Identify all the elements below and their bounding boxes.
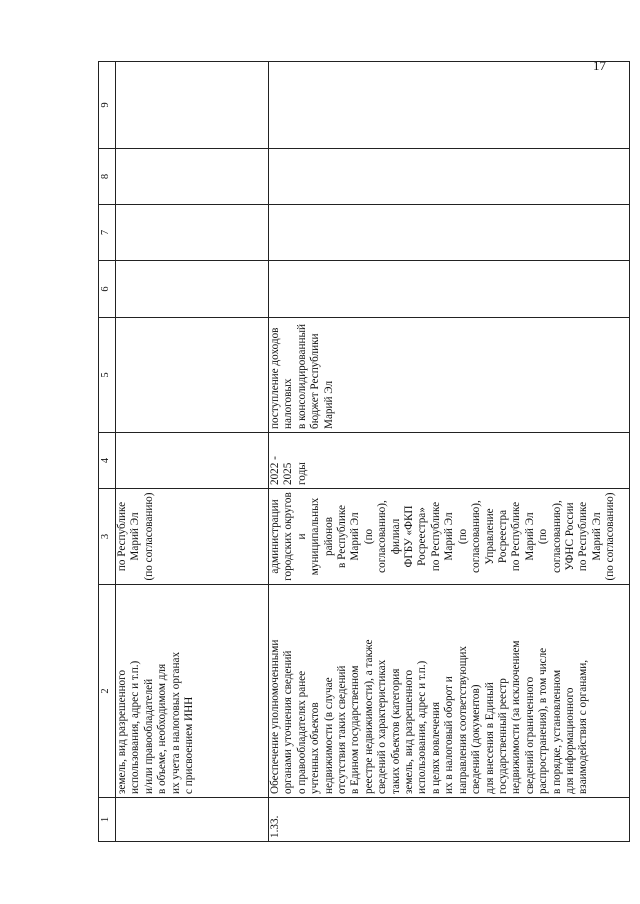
rotated-table-container bbox=[98, 62, 626, 842]
expected-result-cell bbox=[116, 318, 269, 433]
column-9-cell bbox=[269, 62, 630, 149]
column-8-cell bbox=[116, 149, 269, 205]
column-8-cell bbox=[269, 149, 630, 205]
item-number-cell bbox=[116, 798, 269, 842]
responsible-cell: администрации городских округов и муниципальных районов в Республике Марий Эл (по согласованию), филиал ФГБУ «ФКП Росреестра» по Республике Марий Эл (по согласованию), Управление Росреестра по Республике Марий Эл (по согласованию), УФНС России по Республике Марий Эл (по согласованию) bbox=[269, 489, 630, 585]
item-number-cell: 1.33. bbox=[269, 798, 630, 842]
column-number-header: 5 bbox=[99, 318, 116, 433]
table-row bbox=[269, 62, 630, 842]
page-number: 17 bbox=[593, 58, 606, 73]
table-header-row bbox=[99, 62, 116, 842]
responsible-cell: по Республике Марий Эл (по согласованию) bbox=[116, 489, 269, 585]
column-number-header: 6 bbox=[99, 261, 116, 318]
column-7-cell bbox=[269, 205, 630, 261]
column-7-cell bbox=[116, 205, 269, 261]
period-cell: 2022 - 2025 годы bbox=[269, 433, 630, 489]
measure-description-cell: земель, вид разрешенного использования, адрес и т.п.) и/или правообладателей в объеме, необходимом для их учета в налоговых органах с присвоением ИНН bbox=[116, 585, 269, 798]
expected-result-cell: поступление доходов налоговых в консолидированный бюджет Республики Марий Эл bbox=[269, 318, 630, 433]
column-number-header: 9 bbox=[99, 62, 116, 149]
measure-description-cell: Обеспечение уполномоченными органами уточнения сведений о правообладателях ранее учтенных объектов недвижимости (в случае отсутствия таких сведений в Едином государственном реестре недвижимости), а также сведений о характеристиках таких объектов (категория земель, вид разрешенного использования, адрес и т.п.) в целях вовлечения их в налоговый оборот и направления соответствующих сведений (документов) для внесения в Единый государственный реестр недвижимости (за исключением сведений ограниченного распространения), в том числе в порядке, установленном для информационного взаимодействия с органами, bbox=[269, 585, 630, 798]
column-number-header: 1 bbox=[99, 798, 116, 842]
table-row bbox=[116, 62, 269, 842]
measures-table bbox=[98, 61, 630, 842]
column-number-header: 8 bbox=[99, 149, 116, 205]
column-9-cell bbox=[116, 62, 269, 149]
column-6-cell bbox=[269, 261, 630, 318]
column-6-cell bbox=[116, 261, 269, 318]
column-number-header: 3 bbox=[99, 489, 116, 585]
column-number-header: 7 bbox=[99, 205, 116, 261]
period-cell bbox=[116, 433, 269, 489]
column-number-header: 2 bbox=[99, 585, 116, 798]
column-number-header: 4 bbox=[99, 433, 116, 489]
